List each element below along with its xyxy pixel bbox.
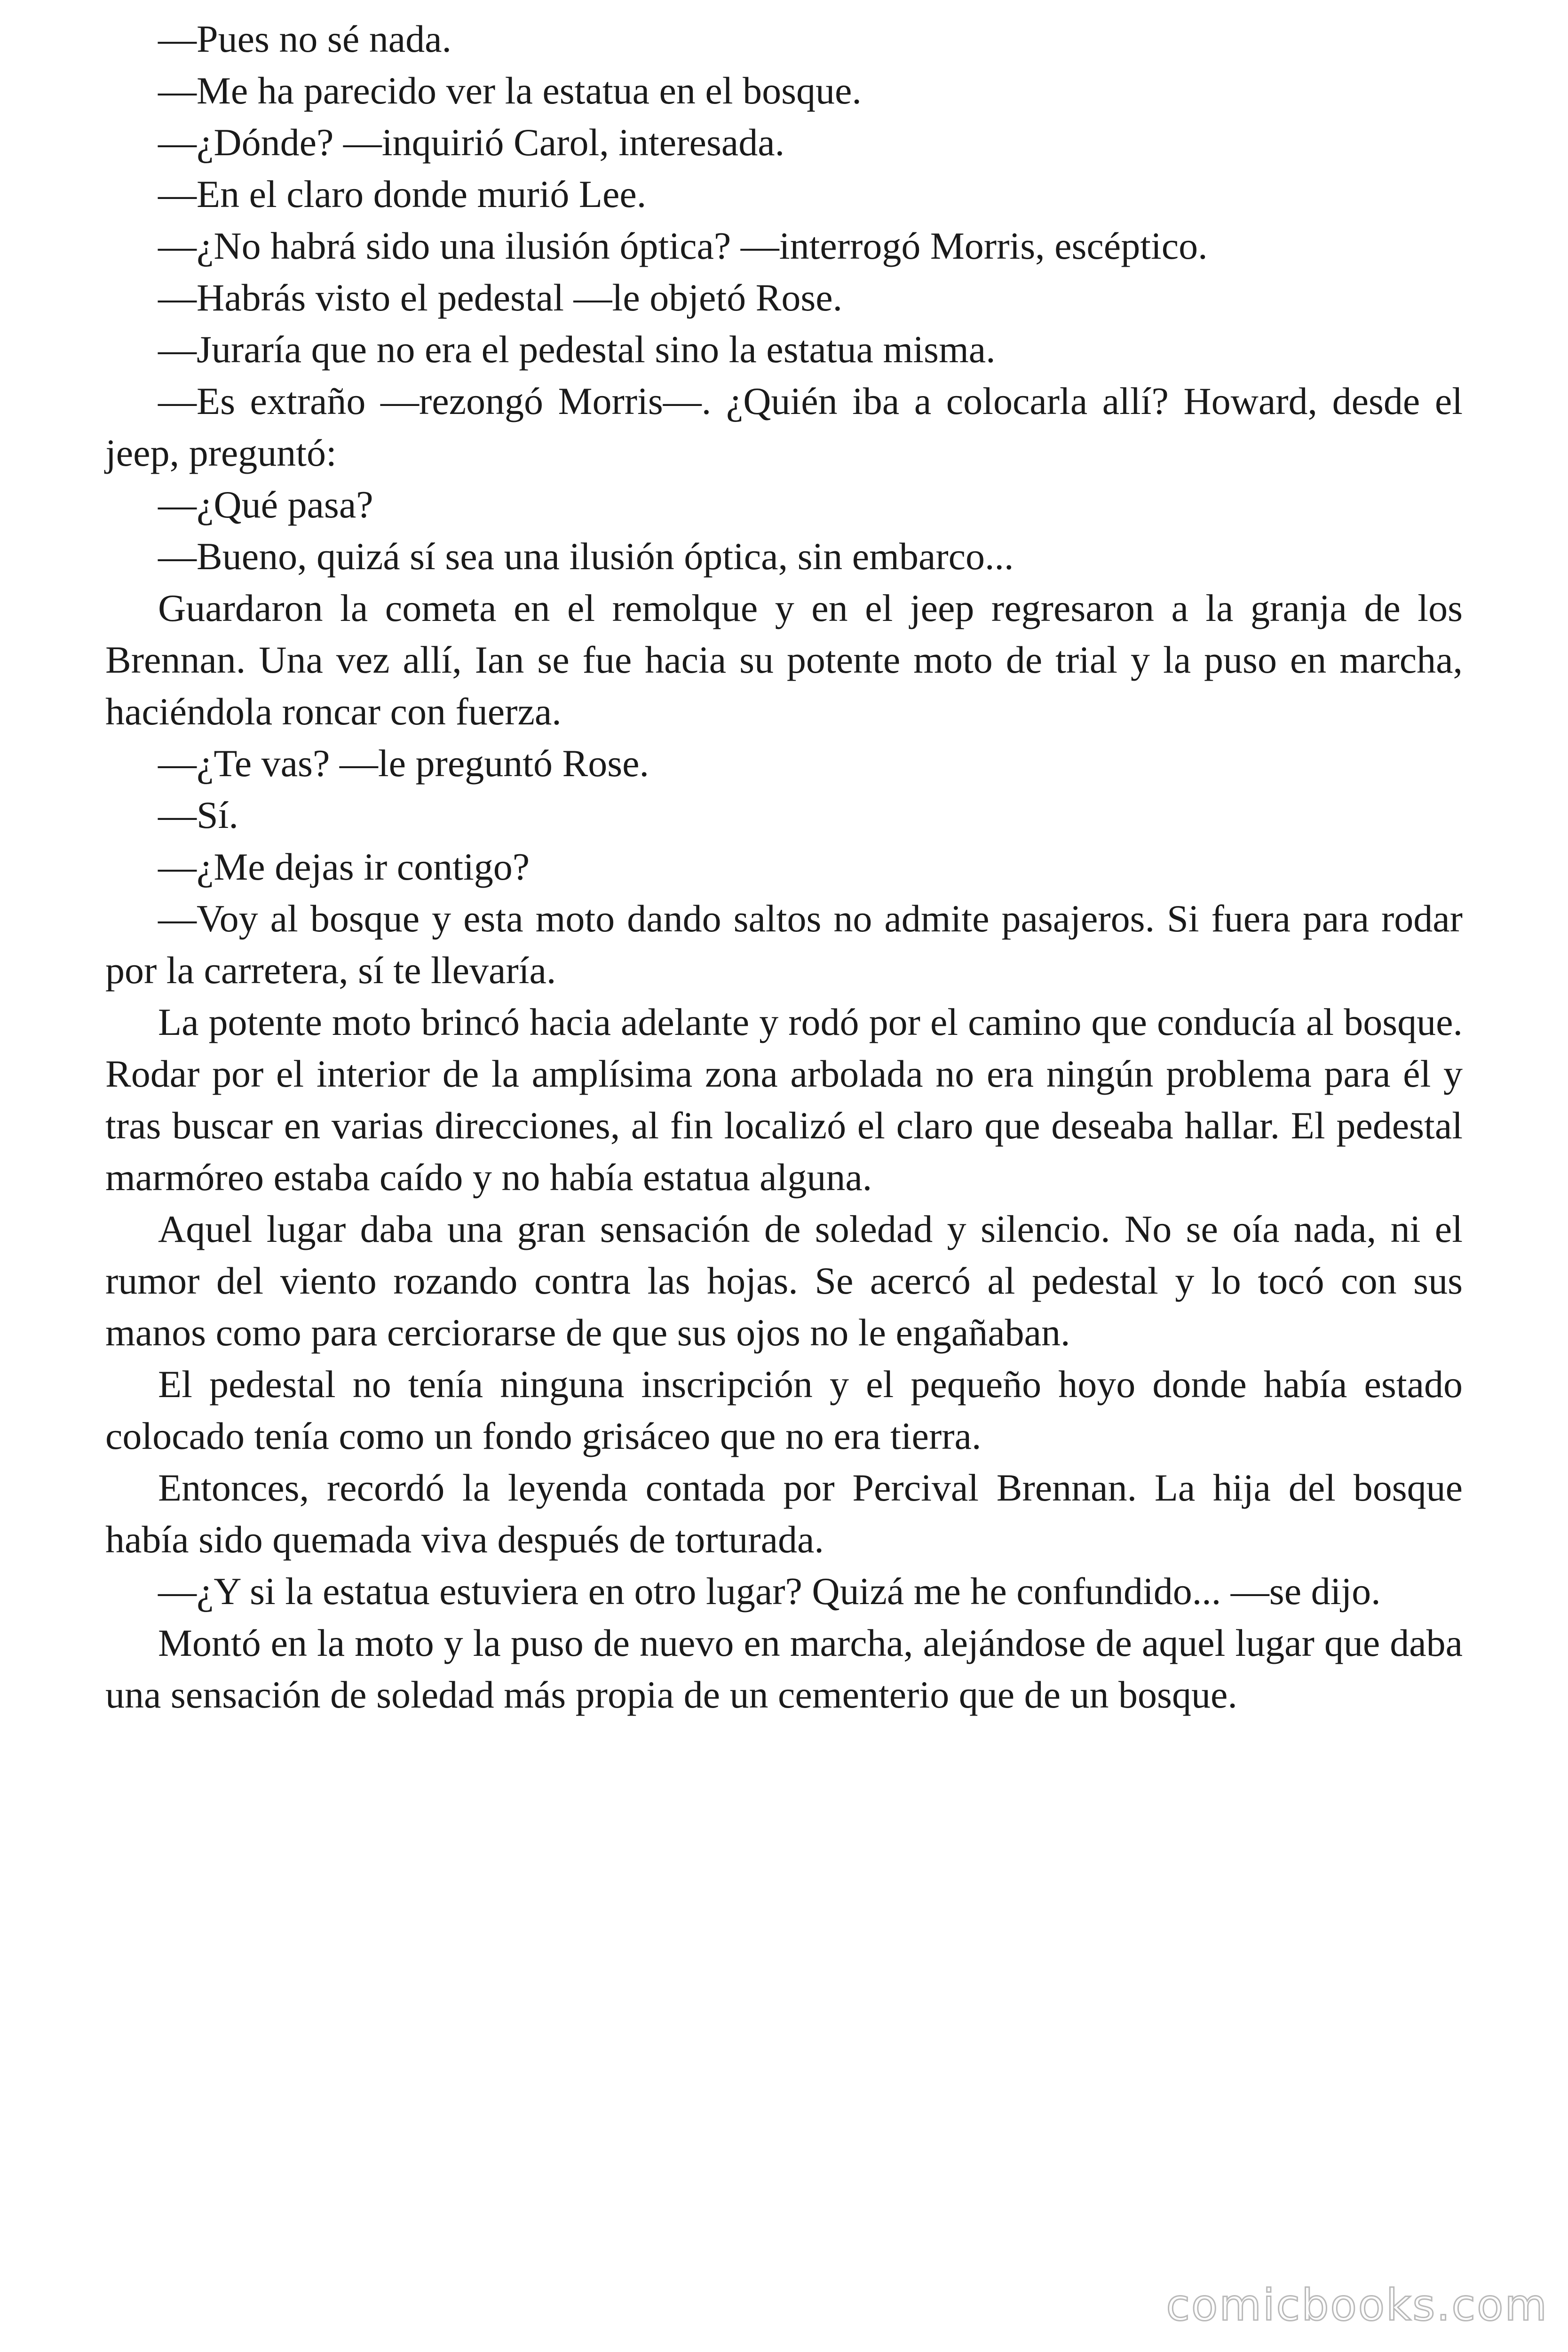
- paragraph: El pedestal no tenía ninguna inscripción y el pequeño hoyo donde había estado colocado tenía como un fondo grisáceo que no era tierra.: [105, 1363, 1463, 1457]
- paragraph: —¿No habrá sido una ilusión óptica? —interrogó Morris, escéptico.: [158, 224, 1208, 267]
- paragraph: La potente moto brincó hacia adelante y rodó por el camino que conducía al bosque. Rodar por el interior de la amplísima zona arbolada no era ningún problema para él y tras buscar en varias direcciones, al fin localizó el claro que deseaba hallar. El pedestal marmóreo estaba caído y no había estatua alguna.: [105, 1001, 1463, 1199]
- paragraph: —Habrás visto el pedestal —le objetó Rose.: [158, 276, 843, 319]
- paragraph: —¿Me dejas ir contigo?: [158, 845, 530, 888]
- paragraph: —¿Qué pasa?: [158, 483, 373, 526]
- paragraph: Aquel lugar daba una gran sensación de soledad y silencio. No se oía nada, ni el rumor del viento rozando contra las hojas. Se acercó al pedestal y lo tocó con sus manos como para cerciorarse de que sus ojos no le engañaban.: [105, 1208, 1463, 1354]
- page-text: [105, 13, 1463, 1721]
- paragraph: —¿Dónde? —inquirió Carol, interesada.: [158, 121, 785, 164]
- paragraph: Guardaron la cometa en el remolque y en el jeep regresaron a la granja de los Brennan. Una vez allí, Ian se fue hacia su potente moto de trial y la puso en marcha, haciéndola roncar con fuerza.: [105, 587, 1463, 733]
- paragraph: Entonces, recordó la leyenda contada por Percival Brennan. La hija del bosque había sido quemada viva después de torturada.: [105, 1466, 1463, 1561]
- paragraph: —Voy al bosque y esta moto dando saltos no admite pasajeros. Si fuera para rodar por la carretera, sí te llevaría.: [105, 897, 1463, 992]
- paragraph: —Es extraño —rezongó Morris—. ¿Quién iba a colocarla allí? Howard, desde el jeep, preguntó:: [105, 380, 1463, 474]
- watermark: comicbooks.com: [1166, 2280, 1548, 2330]
- paragraph: —¿Te vas? —le preguntó Rose.: [158, 742, 649, 785]
- paragraph: —En el claro donde murió Lee.: [158, 173, 647, 215]
- paragraph: —Bueno, quizá sí sea una ilusión óptica, sin embarco...: [158, 535, 1014, 578]
- paragraph: —Pues no sé nada.: [158, 17, 452, 60]
- paragraph: Montó en la moto y la puso de nuevo en marcha, alejándose de aquel lugar que daba una sensación de soledad más propia de un cementerio que de un bosque.: [105, 1621, 1463, 1716]
- paragraph: —¿Y si la estatua estuviera en otro lugar? Quizá me he confundido... —se dijo.: [158, 1570, 1381, 1613]
- paragraph: —Juraría que no era el pedestal sino la estatua misma.: [158, 328, 996, 371]
- paragraph: —Me ha parecido ver la estatua en el bosque.: [158, 69, 862, 112]
- paragraph: —Sí.: [158, 794, 238, 836]
